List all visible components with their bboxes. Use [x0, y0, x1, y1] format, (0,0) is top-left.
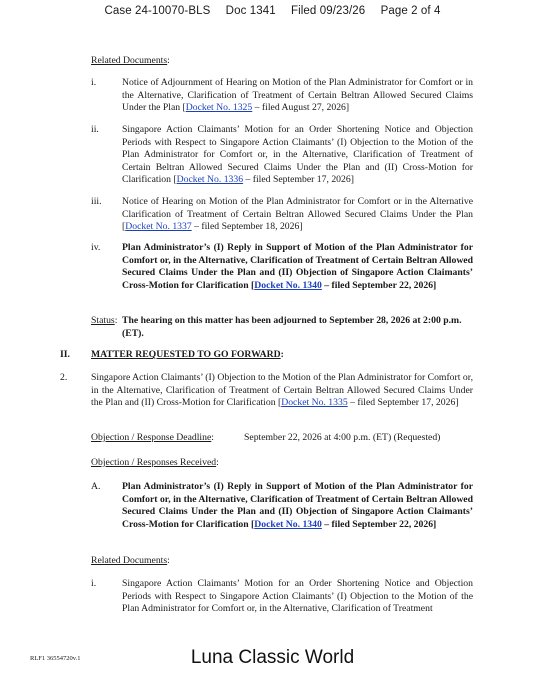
list-item-number: ii.: [91, 124, 99, 135]
docket-link[interactable]: Docket No. 1340: [254, 518, 322, 530]
case-number: Case 24-10070-BLS: [104, 5, 211, 17]
section-title: MATTER REQUESTED TO GO FORWARD:: [91, 349, 284, 360]
case-header: [0, 5, 545, 18]
list-item: Singapore Action Claimants’ Motion for an Order Shortening Notice and Objection Periods with Respect to Singapore Action Claimants’ (I) Objection to the Motion of the Plan Administrator for Comfort or, in the Alternative, Clarification of Treatment of Certain Beltran Allowed Secured Claims Under the Plan and (II) Cross-Motion for Clarification [Docket No. 1336 – filed September 17, 2026]: [122, 124, 473, 186]
list-item: Singapore Action Claimants’ Motion for an Order Shortening Notice and Objection Periods with Respect to Singapore Action Claimants’ (I) Objection to the Motion of the Plan Administrator for Comfort or, in the Alternative, Clarification of Treatment: [122, 578, 473, 615]
matter-number: 2.: [60, 372, 68, 383]
status-label: Status:: [91, 315, 118, 326]
doc-number: Doc 1341: [225, 5, 276, 17]
list-item-number: iii.: [91, 196, 102, 207]
docket-link[interactable]: Docket No. 1340: [254, 279, 322, 291]
deadline-value: September 22, 2026 at 4:00 p.m. (ET) (Requested): [244, 432, 441, 443]
list-item-number: i.: [91, 77, 97, 88]
list-item: Notice of Adjournment of Hearing on Motion of the Plan Administrator for Comfort or in the Alternative, Clarification of Treatment of Certain Beltran Allowed Secured Claims Under the Plan [Docket No. 1325 – filed August 27, 2026]: [122, 77, 473, 114]
responses-received-heading: Objection / Responses Received:: [91, 457, 219, 468]
list-item: Notice of Hearing on Motion of the Plan Administrator for Comfort or in the Alternative Clarification of Treatment of Certain Beltran Allowed Secured Claims Under the Plan [Docket No. 1337 – filed September 18, 2026]: [122, 196, 473, 233]
document-id: RLF1 36554720v.1: [30, 655, 81, 662]
related-documents-heading: Related Documents:: [91, 555, 170, 566]
response-item-letter: A.: [91, 481, 101, 492]
related-documents-heading: Related Documents:: [91, 55, 170, 66]
status-text: The hearing on this matter has been adjourned to September 28, 2026 at 2:00 p.m. (ET).: [122, 315, 462, 339]
watermark-text: Luna Classic World: [190, 647, 355, 668]
docket-link[interactable]: Docket No. 1337: [125, 221, 192, 233]
section-number: II.: [60, 349, 70, 360]
matter-description: Singapore Action Claimants’ (I) Objection to the Motion of the Plan Administrator for Comfort or, in the Alternative, Clarification of Treatment of Certain Beltran Allowed Secured Claims Under the Plan and (II) Cross-Motion for Clarification [Docket No. 1335 – filed September 17, 2026]: [91, 372, 473, 409]
page-indicator: Page 2 of 4: [380, 5, 441, 17]
deadline-label: Objection / Response Deadline:: [91, 432, 214, 443]
response-item: Plan Administrator’s (I) Reply in Support of Motion of the Plan Administrator for Comfort or, in the Alternative, Clarification of Treatment of Certain Beltran Allowed Secured Claims Under the Plan and (II) Objection of Singapore Action Claimants’ Cross-Motion for Clarification [Docket No. 1340 – filed September 22, 2026]: [122, 481, 473, 530]
docket-link[interactable]: Docket No. 1325: [185, 102, 253, 114]
list-item-number: i.: [91, 578, 97, 589]
list-item-number: iv.: [91, 242, 101, 253]
docket-link[interactable]: Docket No. 1336: [176, 174, 244, 186]
docket-link[interactable]: Docket No. 1335: [281, 397, 348, 409]
list-item: Plan Administrator’s (I) Reply in Support of Motion of the Plan Administrator for Comfort or, in the Alternative, Clarification of Treatment of Certain Beltran Allowed Secured Claims Under the Plan and (II) Objection of Singapore Action Claimants’ Cross-Motion for Clarification [Docket No. 1340 – filed September 22, 2026]: [122, 242, 473, 291]
filed-date: Filed 09/23/26: [291, 5, 366, 17]
